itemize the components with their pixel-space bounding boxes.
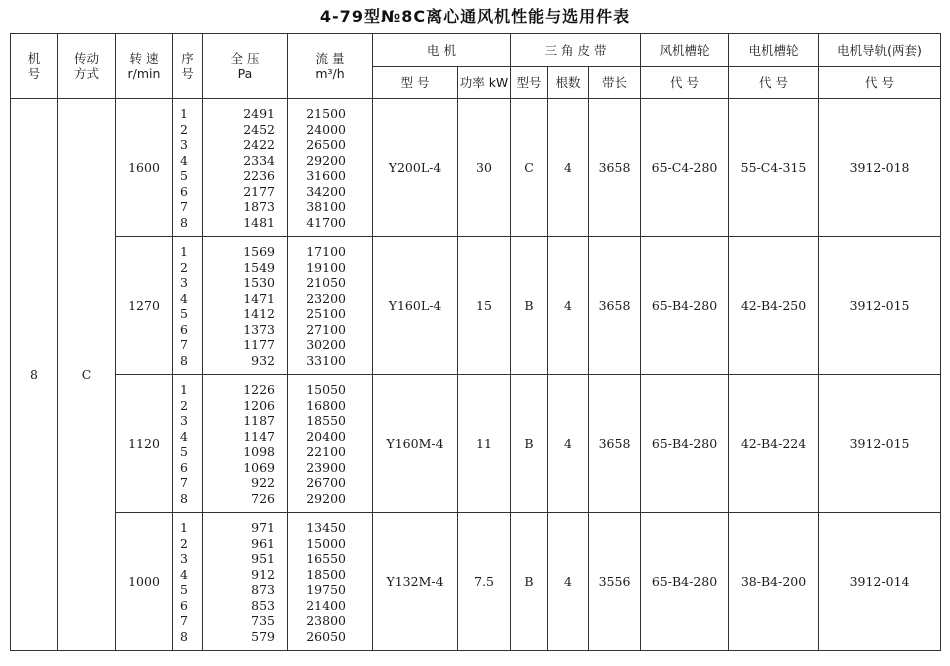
seq-cell-value: 2 xyxy=(180,259,188,275)
pressure-cell-value: 932 xyxy=(251,352,275,368)
flow-cell-value: 29200 xyxy=(306,152,346,168)
seq-cell-value: 7 xyxy=(180,337,188,352)
pressure-cell-value: 735 xyxy=(251,613,275,628)
speed-cell: 1000 xyxy=(116,513,173,651)
fan-pulley-cell: 65-B4-280 xyxy=(641,513,729,651)
pressure-cell-value: 2177 xyxy=(243,183,275,199)
pressure-cell-value: 1177 xyxy=(243,337,275,352)
pressure-cell-value: 1098 xyxy=(243,444,275,459)
seq-cell-value: 1 xyxy=(180,520,188,535)
seq-cell xyxy=(173,237,203,375)
motor-pulley-cell: 38-B4-200 xyxy=(729,513,819,651)
table-row xyxy=(11,237,941,375)
flow-cell xyxy=(288,237,373,375)
speed-cell: 1120 xyxy=(116,375,173,513)
motor-rail-cell: 3912-014 xyxy=(819,513,941,651)
motor-pulley-cell: 42-B4-250 xyxy=(729,237,819,375)
pressure-cell-value: 961 xyxy=(251,535,275,551)
pressure-cell-value: 971 xyxy=(251,520,275,535)
pressure-cell-value: 2452 xyxy=(243,121,275,137)
header-belt-model: 型号 xyxy=(511,67,548,99)
pressure-cell-value: 2491 xyxy=(243,106,275,121)
flow-cell-value: 17100 xyxy=(306,244,346,259)
seq-cell-value: 7 xyxy=(180,475,188,490)
seq-cell-value: 8 xyxy=(180,628,188,644)
seq-cell-value: 3 xyxy=(180,275,188,290)
header-machine-no: 机 号 xyxy=(11,34,58,99)
seq-cell-value: 1 xyxy=(180,106,188,121)
seq-cell-value: 7 xyxy=(180,613,188,628)
motor-model-cell: Y160M-4 xyxy=(373,375,458,513)
belt-model-cell: C xyxy=(511,99,548,237)
flow-cell-value: 19100 xyxy=(306,259,346,275)
belt-model-cell: B xyxy=(511,237,548,375)
seq-cell xyxy=(173,513,203,651)
pressure-cell-value: 1549 xyxy=(243,259,275,275)
header-belt: 三 角 皮 带 xyxy=(511,34,641,67)
belt-length-cell: 3658 xyxy=(589,99,641,237)
seq-cell-value: 4 xyxy=(180,428,188,444)
flow-cell-value: 22100 xyxy=(306,444,346,459)
pressure-cell-value: 1147 xyxy=(243,428,275,444)
seq-cell-value: 8 xyxy=(180,352,188,368)
seq-cell-value: 1 xyxy=(180,244,188,259)
flow-cell-value: 20400 xyxy=(306,428,346,444)
flow-cell-value: 19750 xyxy=(306,582,346,597)
flow-cell-value: 34200 xyxy=(306,183,346,199)
motor-pulley-cell: 55-C4-315 xyxy=(729,99,819,237)
header-motor-model: 型 号 xyxy=(373,67,458,99)
header-motor-pulley: 电机槽轮 xyxy=(729,34,819,67)
flow-cell-value: 41700 xyxy=(306,214,346,230)
flow-cell xyxy=(288,375,373,513)
fan-pulley-cell: 65-B4-280 xyxy=(641,375,729,513)
flow-cell-value: 16550 xyxy=(306,551,346,566)
seq-cell-value: 5 xyxy=(180,306,188,321)
flow-cell-value: 13450 xyxy=(306,520,346,535)
header-fan-pulley: 风机槽轮 xyxy=(641,34,729,67)
flow-cell-value: 26700 xyxy=(306,475,346,490)
header-fan-pulley-code: 代 号 xyxy=(641,67,729,99)
pressure-cell xyxy=(203,513,288,651)
header-drive-mode: 传动 方式 xyxy=(58,34,116,99)
flow-cell-value: 25100 xyxy=(306,306,346,321)
motor-rail-cell: 3912-015 xyxy=(819,375,941,513)
flow-cell-value: 18500 xyxy=(306,566,346,582)
belt-count-cell: 4 xyxy=(548,513,589,651)
seq-cell-value: 8 xyxy=(180,214,188,230)
table-row xyxy=(11,375,941,513)
seq-cell xyxy=(173,99,203,237)
flow-cell xyxy=(288,99,373,237)
flow-cell-value: 38100 xyxy=(306,199,346,214)
flow-cell-value: 23200 xyxy=(306,290,346,306)
pressure-cell-value: 912 xyxy=(251,566,275,582)
pressure-cell-value: 1069 xyxy=(243,459,275,475)
seq-cell-value: 6 xyxy=(180,321,188,337)
pressure-cell-value: 2236 xyxy=(243,168,275,183)
header-flow: 流 量 m³/h xyxy=(288,34,373,99)
motor-power-cell: 11 xyxy=(458,375,511,513)
flow-cell-value: 15000 xyxy=(306,535,346,551)
flow-cell-value: 33100 xyxy=(306,352,346,368)
pressure-cell-value: 726 xyxy=(251,490,275,506)
flow-cell-value: 15050 xyxy=(306,382,346,397)
table-row xyxy=(11,513,941,651)
belt-length-cell: 3658 xyxy=(589,237,641,375)
pressure-cell-value: 1226 xyxy=(243,382,275,397)
header-pressure: 全 压 Pa xyxy=(203,34,288,99)
pressure-cell-value: 2422 xyxy=(243,137,275,152)
pressure-cell-value: 922 xyxy=(251,475,275,490)
pressure-cell-value: 1187 xyxy=(243,413,275,428)
pressure-cell-value: 1530 xyxy=(243,275,275,290)
seq-cell-value: 2 xyxy=(180,121,188,137)
seq-cell-value: 3 xyxy=(180,413,188,428)
belt-count-cell: 4 xyxy=(548,99,589,237)
drive-mode-cell: C xyxy=(58,99,116,651)
seq-cell-value: 3 xyxy=(180,551,188,566)
belt-count-cell: 4 xyxy=(548,375,589,513)
seq-cell-value: 5 xyxy=(180,444,188,459)
flow-cell-value: 24000 xyxy=(306,121,346,137)
flow-cell-value: 21050 xyxy=(306,275,346,290)
page-title: 4-79型№8C离心通风机性能与选用件表 xyxy=(319,7,631,26)
flow-cell-value: 27100 xyxy=(306,321,346,337)
machine-no-cell: 8 xyxy=(11,99,58,651)
seq-cell xyxy=(173,375,203,513)
belt-model-cell: B xyxy=(511,513,548,651)
fan-pulley-cell: 65-B4-280 xyxy=(641,237,729,375)
belt-length-cell: 3556 xyxy=(589,513,641,651)
seq-cell-value: 5 xyxy=(180,582,188,597)
flow-cell-value: 18550 xyxy=(306,413,346,428)
seq-cell-value: 8 xyxy=(180,490,188,506)
flow-cell-value: 30200 xyxy=(306,337,346,352)
flow-cell-value: 29200 xyxy=(306,490,346,506)
header-speed: 转 速 r/min xyxy=(116,34,173,99)
flow-cell-value: 26500 xyxy=(306,137,346,152)
seq-cell-value: 3 xyxy=(180,137,188,152)
motor-rail-cell: 3912-018 xyxy=(819,99,941,237)
belt-length-cell: 3658 xyxy=(589,375,641,513)
header-motor-rail-code: 代 号 xyxy=(819,67,941,99)
pressure-cell-value: 853 xyxy=(251,597,275,613)
seq-cell-value: 1 xyxy=(180,382,188,397)
flow-cell-value: 31600 xyxy=(306,168,346,183)
header-motor-rail: 电机导轨(两套) xyxy=(819,34,941,67)
motor-power-cell: 30 xyxy=(458,99,511,237)
flow-cell-value: 21400 xyxy=(306,597,346,613)
pressure-cell-value: 1412 xyxy=(243,306,275,321)
seq-cell-value: 4 xyxy=(180,290,188,306)
seq-cell-value: 2 xyxy=(180,397,188,413)
pressure-cell xyxy=(203,375,288,513)
pressure-cell-value: 873 xyxy=(251,582,275,597)
seq-cell-value: 6 xyxy=(180,459,188,475)
table-row xyxy=(11,99,941,237)
fan-performance-table xyxy=(10,33,941,651)
motor-model-cell: Y200L-4 xyxy=(373,99,458,237)
fan-pulley-cell: 65-C4-280 xyxy=(641,99,729,237)
header-motor-pulley-code: 代 号 xyxy=(729,67,819,99)
pressure-cell-value: 1481 xyxy=(243,214,275,230)
header-row-1 xyxy=(11,34,941,67)
flow-cell-value: 23800 xyxy=(306,613,346,628)
flow-cell xyxy=(288,513,373,651)
header-belt-length: 带长 xyxy=(589,67,641,99)
seq-cell-value: 4 xyxy=(180,566,188,582)
pressure-cell xyxy=(203,99,288,237)
pressure-cell-value: 579 xyxy=(251,628,275,644)
motor-rail-cell: 3912-015 xyxy=(819,237,941,375)
flow-cell-value: 23900 xyxy=(306,459,346,475)
header-motor-power: 功率 kW xyxy=(458,67,511,99)
pressure-cell xyxy=(203,237,288,375)
pressure-cell-value: 1373 xyxy=(243,321,275,337)
speed-cell: 1270 xyxy=(116,237,173,375)
pressure-cell-value: 1569 xyxy=(243,244,275,259)
flow-cell-value: 21500 xyxy=(306,106,346,121)
motor-power-cell: 15 xyxy=(458,237,511,375)
pressure-cell-value: 1471 xyxy=(243,290,275,306)
seq-cell-value: 6 xyxy=(180,183,188,199)
pressure-cell-value: 1206 xyxy=(243,397,275,413)
motor-power-cell: 7.5 xyxy=(458,513,511,651)
seq-cell-value: 4 xyxy=(180,152,188,168)
pressure-cell-value: 951 xyxy=(251,551,275,566)
seq-cell-value: 5 xyxy=(180,168,188,183)
motor-model-cell: Y160L-4 xyxy=(373,237,458,375)
seq-cell-value: 7 xyxy=(180,199,188,214)
header-seq: 序 号 xyxy=(173,34,203,99)
flow-cell-value: 16800 xyxy=(306,397,346,413)
belt-count-cell: 4 xyxy=(548,237,589,375)
header-motor: 电 机 xyxy=(373,34,511,67)
motor-model-cell: Y132M-4 xyxy=(373,513,458,651)
pressure-cell-value: 1873 xyxy=(243,199,275,214)
header-belt-count: 根数 xyxy=(548,67,589,99)
seq-cell-value: 6 xyxy=(180,597,188,613)
pressure-cell-value: 2334 xyxy=(243,152,275,168)
motor-pulley-cell: 42-B4-224 xyxy=(729,375,819,513)
flow-cell-value: 26050 xyxy=(306,628,346,644)
seq-cell-value: 2 xyxy=(180,535,188,551)
belt-model-cell: B xyxy=(511,375,548,513)
speed-cell: 1600 xyxy=(116,99,173,237)
